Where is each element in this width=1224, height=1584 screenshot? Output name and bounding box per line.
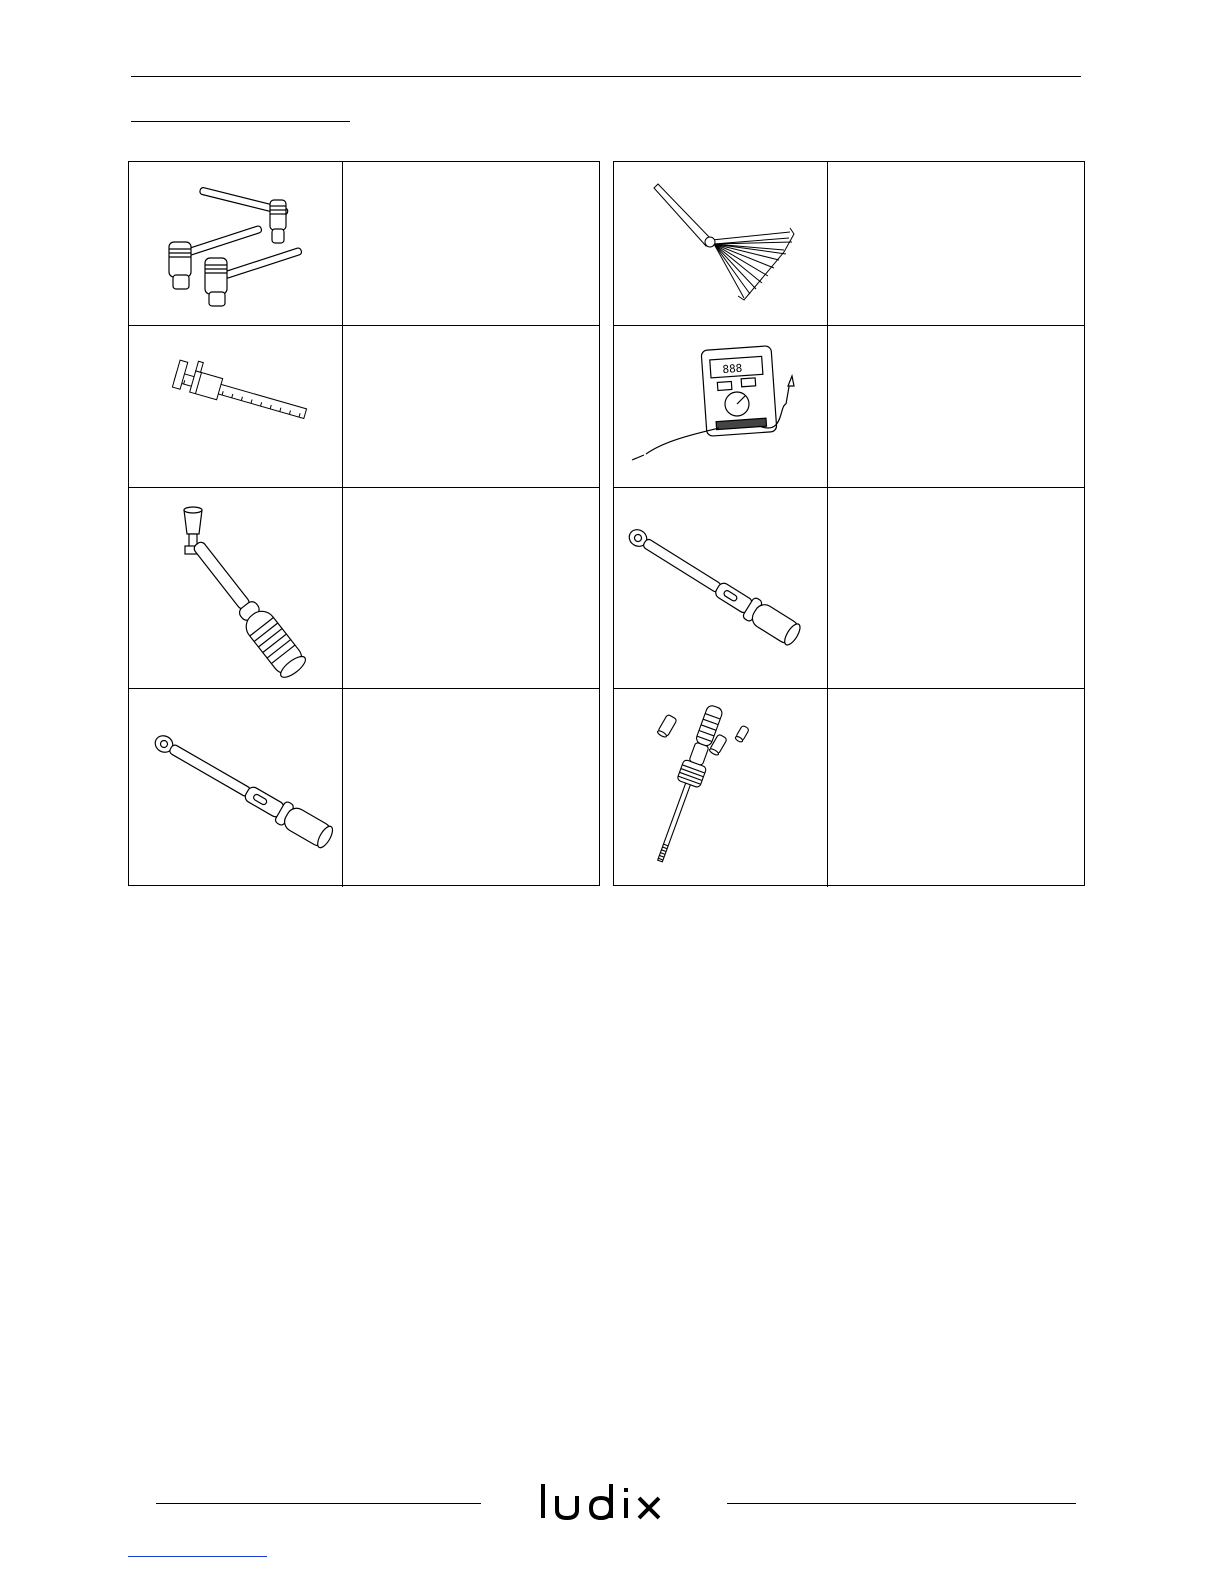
table-row [614, 487, 1084, 688]
tool-image-cell [614, 162, 828, 325]
click-torque-wrench-icon [614, 488, 828, 689]
tool-image-cell [129, 326, 343, 487]
multimeter-icon [614, 326, 828, 488]
tool-description-cell [343, 162, 599, 325]
tool-description-cell [343, 326, 599, 487]
table-row [614, 325, 1084, 487]
table-row [129, 162, 599, 325]
tool-image-cell [614, 326, 828, 487]
torque-wrench-t-handle-icon [129, 488, 343, 689]
tool-image-cell [614, 689, 828, 887]
ludix-logo [527, 1470, 687, 1530]
svg-text:888: 888 [722, 361, 743, 377]
section-title-underline [131, 121, 350, 122]
tool-image-cell [129, 689, 343, 887]
tool-table-right [613, 161, 1085, 886]
tool-description-cell [343, 689, 599, 887]
spanner-set-icon [129, 162, 343, 325]
footer-rule-right [727, 1503, 1076, 1504]
vernier-caliper-icon [129, 326, 343, 488]
tool-description-cell [828, 162, 1084, 325]
torque-wrench-icon [129, 689, 343, 888]
tool-description-cell [343, 488, 599, 688]
footer-rule-left [156, 1503, 481, 1504]
feeler-gauge-icon [614, 162, 828, 325]
footer-link-underline[interactable] [128, 1556, 267, 1557]
slide-hammer-puller-icon [614, 689, 828, 888]
table-row [129, 487, 599, 688]
tool-description-cell [828, 488, 1084, 688]
table-row [129, 688, 599, 887]
header-rule [131, 76, 1081, 77]
tool-description-cell [828, 326, 1084, 487]
tool-image-cell [129, 488, 343, 688]
table-row [614, 162, 1084, 325]
tool-description-cell [828, 689, 1084, 887]
table-row [614, 688, 1084, 887]
tool-image-cell [614, 488, 828, 688]
tool-table-left [128, 161, 600, 886]
table-row [129, 325, 599, 487]
tool-image-cell [129, 162, 343, 325]
